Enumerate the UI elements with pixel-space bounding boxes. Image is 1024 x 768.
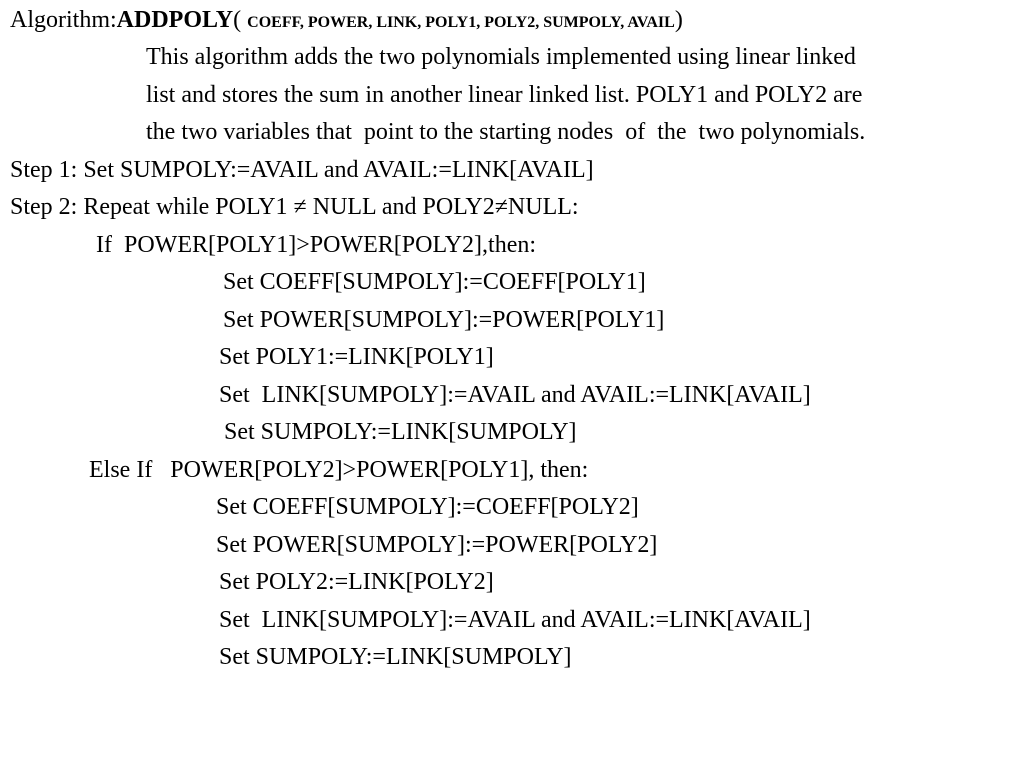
title-close-paren: ) <box>674 7 683 33</box>
title-prefix: Algorithm: <box>10 7 117 33</box>
elseif-body-line-5: Set SUMPOLY:=LINK[SUMPOLY] <box>219 644 572 670</box>
if-condition: If POWER[POLY1]>POWER[POLY2],then: <box>96 232 537 258</box>
elseif-condition: Else If POWER[POLY2]>POWER[POLY1], then: <box>89 457 589 483</box>
if-body-line-2: Set POWER[SUMPOLY]:=POWER[POLY1] <box>223 307 665 333</box>
algorithm-name: ADDPOLY <box>116 7 234 33</box>
elseif-body-line-4: Set LINK[SUMPOLY]:=AVAIL and AVAIL:=LINK[AVAIL] <box>219 607 811 633</box>
algorithm-params: COEFF, POWER, LINK, POLY1, POLY2, SUMPOLY, AVAIL <box>247 14 675 31</box>
if-body-line-4: Set LINK[SUMPOLY]:=AVAIL and AVAIL:=LINK[AVAIL] <box>219 382 811 408</box>
description-line-1: This algorithm adds the two polynomials implemented using linear linked <box>146 44 856 70</box>
step-1: Step 1: Set SUMPOLY:=AVAIL and AVAIL:=LINK[AVAIL] <box>10 157 594 183</box>
if-body-line-1: Set COEFF[SUMPOLY]:=COEFF[POLY1] <box>223 269 646 295</box>
if-body-line-3: Set POLY1:=LINK[POLY1] <box>219 344 494 370</box>
if-body-line-5: Set SUMPOLY:=LINK[SUMPOLY] <box>224 419 577 445</box>
title-open-paren: ( <box>233 7 248 33</box>
algorithm-title <box>10 6 683 37</box>
elseif-body-line-2: Set POWER[SUMPOLY]:=POWER[POLY2] <box>216 532 658 558</box>
elseif-body-line-3: Set POLY2:=LINK[POLY2] <box>219 569 494 595</box>
description-line-3: the two variables that point to the starting nodes of the two polynomials. <box>146 119 866 145</box>
elseif-body-line-1: Set COEFF[SUMPOLY]:=COEFF[POLY2] <box>216 494 639 520</box>
description-line-2: list and stores the sum in another linear linked list. POLY1 and POLY2 are <box>146 82 863 108</box>
step-2: Step 2: Repeat while POLY1 ≠ NULL and POLY2≠NULL: <box>10 194 579 220</box>
